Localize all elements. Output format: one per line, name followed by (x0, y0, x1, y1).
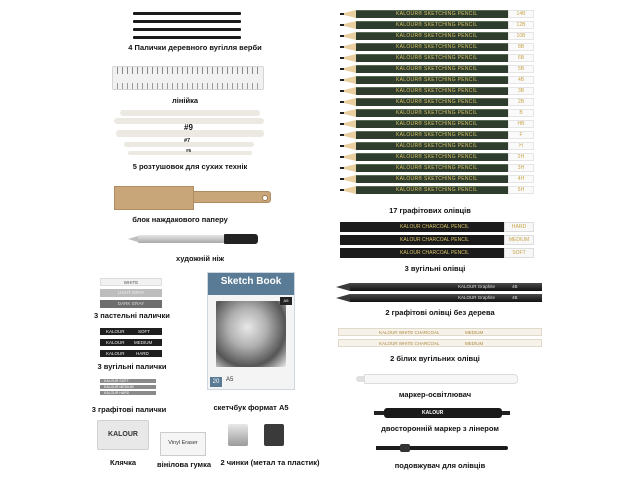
charcoal-stick (100, 350, 162, 357)
stump-size-7: #7 (184, 138, 191, 144)
sketchbook (207, 272, 295, 390)
woodless-pencils (336, 283, 542, 303)
vinyl-eraser (160, 432, 206, 456)
graphite-stick: KALOUR HARD (100, 391, 156, 395)
pencil-extender (376, 443, 508, 453)
sketching-pencil: KALOUR® SKETCHING PENCIL 2B (340, 98, 536, 106)
sketchbook-artwork (216, 301, 286, 367)
pastel-sticks (100, 278, 162, 310)
charcoal-pencil: KALOUR CHARCOAL PENCIL MEDIUM (340, 235, 536, 245)
dual-marker-label: двосторонній маркер з лінером (381, 424, 499, 433)
extender-label: подовжувач для олівців (394, 461, 486, 470)
knife-blade (128, 236, 138, 242)
dual-marker (374, 408, 510, 418)
pastel-label: 3 пастельні палички (94, 311, 170, 320)
knife-label: художній ніж (175, 254, 225, 263)
sketching-pencils-label: 17 графітових олівців (389, 206, 471, 215)
woodless-pencil: KALOUR Graphite 4B (336, 294, 542, 302)
sketching-pencil: KALOUR® SKETCHING PENCIL H (340, 142, 536, 150)
pastel-stick: DARK GRAY (100, 300, 162, 308)
charcoal-pencil: KALOUR CHARCOAL PENCIL SOFT (340, 248, 536, 258)
willow-label: 4 Палички деревного вугілля верби (128, 43, 262, 52)
willow-stick (133, 36, 241, 39)
ruler (112, 66, 264, 90)
charcoal-stick-grade: MEDIUM (134, 340, 153, 345)
sketching-pencil: KALOUR® SKETCHING PENCIL 3H (340, 164, 536, 172)
charcoal-sticks-label: 3 вугільні палички (97, 362, 167, 371)
white-charcoal-label: 2 білих вугільних олівці (390, 354, 480, 363)
charcoal-stick-brand: KALOUR (106, 340, 125, 345)
metal-sharpener (228, 424, 248, 446)
dual-marker-brand: KALOUR (422, 410, 444, 416)
sketchbook-count: 20 (210, 377, 222, 387)
sketching-pencil: KALOUR® SKETCHING PENCIL 6B (340, 54, 536, 62)
kneaded-eraser-label: Клячка (110, 458, 136, 467)
vinyl-eraser-text: Vinyl Eraser (168, 440, 198, 446)
woodless-pencils-label: 2 графітові олівці без дерева (385, 308, 495, 317)
white-charcoal-pencil: KALOUR WHITE CHARCOAL MEDIUM (338, 328, 542, 336)
sketching-pencil: KALOUR® SKETCHING PENCIL F (340, 131, 536, 139)
charcoal-stick (100, 328, 162, 335)
sketching-pencils (340, 10, 536, 200)
stump-size-5: #5 (186, 148, 192, 153)
charcoal-stick (100, 339, 162, 346)
sketching-pencil: KALOUR® SKETCHING PENCIL 8B (340, 43, 536, 51)
charcoal-pencils (340, 222, 536, 258)
willow-stick (133, 20, 241, 23)
sketching-pencil: KALOUR® SKETCHING PENCIL HB (340, 120, 536, 128)
willow-charcoal-sticks (133, 10, 243, 40)
sketchbook-size: A5 (226, 377, 234, 383)
sandpaper-hole (262, 195, 268, 201)
graphite-sticks-label: 3 графітові палички (91, 405, 167, 414)
sandpaper-block (114, 186, 194, 210)
stumps-label: 5 розтушовок для сухих технік (132, 162, 248, 171)
blending-stump (120, 110, 260, 116)
charcoal-stick-grade: HARD (136, 351, 149, 356)
sketchbook-label: скетчбук формат A5 (213, 403, 289, 412)
vinyl-eraser-label: вінілова гумка (157, 460, 211, 469)
sandpaper-handle (193, 191, 271, 203)
craft-knife (128, 234, 258, 244)
charcoal-stick-grade: SOFT (138, 329, 150, 334)
kneaded-eraser-brand: KALOUR (108, 431, 138, 438)
white-charcoal-pencils (338, 328, 542, 348)
sharpeners-label: 2 чинки (метал та пластик) (220, 458, 320, 467)
charcoal-stick-brand: KALOUR (106, 351, 125, 356)
sketching-pencil: KALOUR® SKETCHING PENCIL 10B (340, 32, 536, 40)
ruler-label: лінійка (172, 96, 198, 105)
plastic-sharpener (264, 424, 284, 446)
sketching-pencil: KALOUR® SKETCHING PENCIL 4H (340, 175, 536, 183)
pastel-stick: LIGHT GRAY (100, 289, 162, 297)
graphite-stick: KALOUR SOFT (100, 379, 156, 383)
charcoal-pencil: KALOUR CHARCOAL PENCIL HARD (340, 222, 536, 232)
blending-stumps (110, 108, 270, 158)
charcoal-sticks (100, 328, 162, 358)
graphite-stick: KALOUR MEDIUM (100, 385, 156, 389)
knife-grip (224, 234, 258, 244)
highlighter-label: маркер-освітлювач (398, 390, 472, 399)
highlighter-marker (356, 374, 518, 384)
ruler-ticks-bottom (117, 83, 261, 89)
knife-body (138, 235, 224, 243)
sketching-pencil: KALOUR® SKETCHING PENCIL 5H (340, 186, 536, 194)
pastel-stick: WHITE (100, 278, 162, 286)
stump-size-9: #9 (184, 123, 193, 132)
sketchbook-corner-badge: A5 (280, 297, 292, 305)
sketchbook-title: Sketch Book (220, 276, 282, 287)
sketching-pencil: KALOUR® SKETCHING PENCIL 4B (340, 76, 536, 84)
ruler-ticks (117, 67, 261, 74)
graphite-sticks (100, 379, 160, 399)
sketching-pencil: KALOUR® SKETCHING PENCIL 14B (340, 10, 536, 18)
sketching-pencil: KALOUR® SKETCHING PENCIL 12B (340, 21, 536, 29)
willow-stick (133, 12, 241, 15)
charcoal-stick-brand: KALOUR (106, 329, 125, 334)
kneaded-eraser (97, 420, 149, 450)
white-charcoal-pencil: KALOUR WHITE CHARCOAL MEDIUM (338, 339, 542, 347)
sandpaper-label: блок наждакового паперу (132, 215, 228, 224)
sketching-pencil: KALOUR® SKETCHING PENCIL 2H (340, 153, 536, 161)
sketching-pencil: KALOUR® SKETCHING PENCIL 5B (340, 65, 536, 73)
sketching-pencil: KALOUR® SKETCHING PENCIL 3B (340, 87, 536, 95)
woodless-pencil: KALOUR Graphite 4B (336, 283, 542, 291)
willow-stick (133, 28, 241, 31)
sketching-pencil: KALOUR® SKETCHING PENCIL B (340, 109, 536, 117)
charcoal-pencils-label: 3 вугільні олівці (404, 264, 466, 273)
